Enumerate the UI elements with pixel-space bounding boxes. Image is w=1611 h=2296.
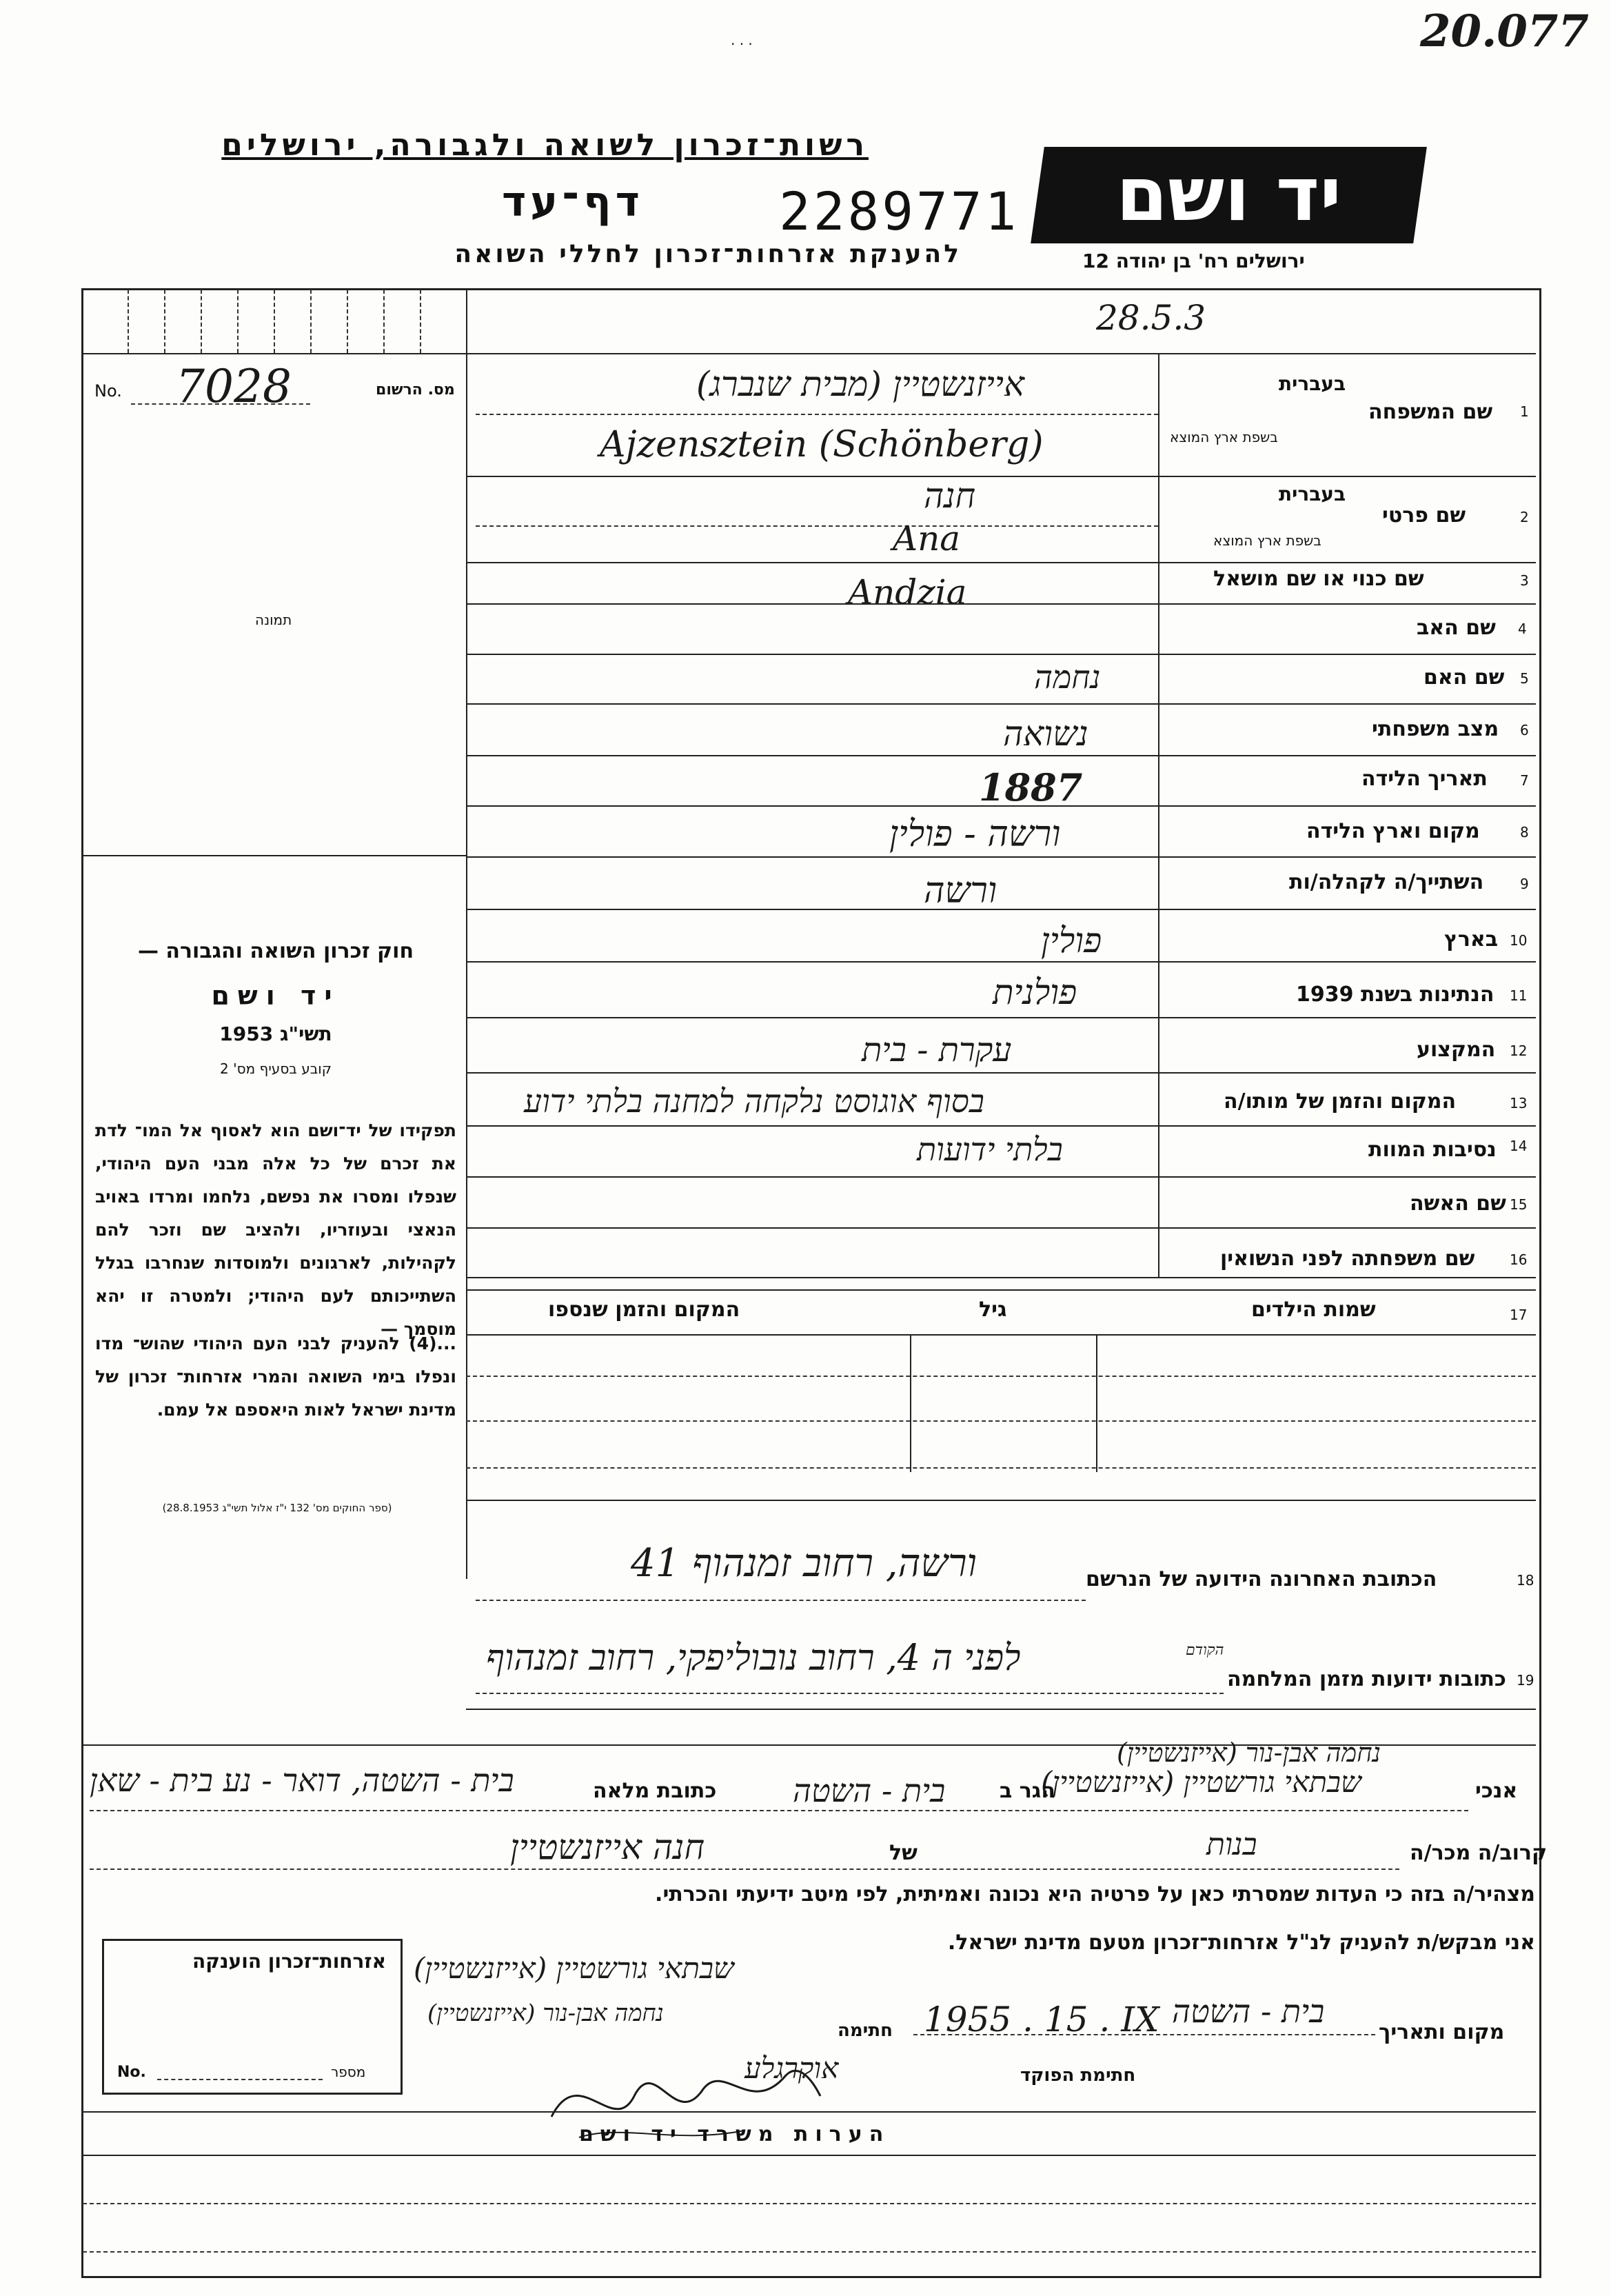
header-address: ירושלים רח' בן יהודה 12: [1082, 250, 1305, 272]
law-text-clause4: ...(4) להעניק לבני העם היהודי שהוש־ מדו ונפלו בימי השואה והמרי אזרחות־ זכרון של מדינת ישראל לאות היאספם אל עמם.: [95, 1333, 456, 1420]
citizenship-box-title: אזרחות־זכרון הוענקה: [192, 1950, 386, 1973]
field-1-hebrew-tag: בעברית: [1279, 372, 1346, 395]
field-19-note: הקודם: [1186, 1642, 1224, 1659]
field-10-number: 10: [1510, 932, 1528, 949]
field-6-label: מצב משפחתי: [1372, 717, 1499, 741]
date-value: 1955 . 15 . IX: [924, 2000, 1159, 2040]
signature: שבתאי גורשטיין (אייזנשטיין): [414, 1951, 734, 1985]
officer-signature-label: חתימת הפוקד: [1020, 2065, 1136, 2086]
field-1-value-latin: Ajzensztein (Schönberg): [600, 424, 1044, 465]
declarant-residence: בית - השטה: [793, 1772, 946, 1809]
field-1-number: 1: [1520, 403, 1529, 420]
field-2-value-latin: Ana: [893, 518, 961, 558]
relation-value: בנות: [1206, 1827, 1257, 1862]
field-11-number: 11: [1510, 987, 1528, 1004]
field-13-number: 13: [1510, 1095, 1528, 1111]
field-18-value: ורשה, רחוב זמנהוף 41: [631, 1541, 977, 1586]
form-name: דף־עד: [502, 178, 644, 226]
field-5-number: 5: [1520, 670, 1529, 687]
field-15-number: 15: [1510, 1196, 1528, 1213]
field-12-number: 12: [1510, 1043, 1528, 1059]
field-4-number: 4: [1518, 621, 1527, 637]
field-8-value: ורשה - פולין: [889, 814, 1061, 855]
field-18-label: הכתובת האחרונה הידועה של הנרשם: [1086, 1567, 1437, 1591]
field-3-value: Andzia: [848, 572, 967, 612]
field-7-label: תאריך הלידה: [1361, 767, 1488, 791]
field-1-country-tag: בשפת ארץ המוצא: [1170, 429, 1278, 445]
field-9-number: 9: [1520, 876, 1529, 892]
field-6-value: נשואה: [1003, 714, 1088, 754]
field-2-label: שם פרטי: [1382, 503, 1466, 527]
field-5-value: נחמה: [1034, 658, 1101, 696]
citizenship-no-label: No.: [117, 2064, 146, 2081]
field-2-country-tag: בשפת ארץ המוצא: [1213, 532, 1321, 549]
field-2-value-hebrew: חנה: [924, 476, 976, 516]
relation-label: קרוב/ה מכר/ה: [1410, 1841, 1548, 1865]
field-15-label: שם האשה: [1410, 1191, 1506, 1216]
signature-second: נחמה אבן-נור (אייזנשטיין): [427, 2000, 664, 2027]
law-reference: (ספר החוקים מס' 132 י"ז אלול תשי"ג 28.8.1953): [162, 1502, 392, 1514]
field-10-label: בארץ: [1444, 927, 1499, 951]
field-8-label: מקום וארץ הלידה: [1306, 819, 1480, 843]
children-col-names: שמות הילדים: [1251, 1298, 1376, 1322]
field-10-value: פולין: [1041, 920, 1102, 960]
field-7-value: 1887: [979, 765, 1083, 809]
yad-vashem-logo: יד ושם: [1031, 147, 1427, 243]
signature-label: חתימה: [838, 2020, 893, 2041]
reg-number: 7028: [176, 360, 292, 413]
field-9-label: השתייך/ה לקהלה/ות: [1289, 870, 1484, 894]
remarks-label: הערות משרד יד ושם: [579, 2122, 891, 2146]
field-19-label: כתובות ידועות מזמן המלחמה: [1227, 1667, 1506, 1691]
field-18-number: 18: [1517, 1572, 1534, 1589]
field-16-label: שם משפחתה לפני הנשואין: [1220, 1247, 1475, 1271]
declarant-name-above: נחמה אבן-נור (אייזנשטיין): [1117, 1738, 1381, 1768]
field-12-value: עקרת - בית: [862, 1031, 1012, 1069]
corner-archive-number: 20.077: [1420, 6, 1589, 57]
declarant-full-address: בית - השטה, דואר - נע בית - שאן: [90, 1762, 514, 1799]
children-col-place: המקום והזמן שנספו: [548, 1298, 740, 1322]
declaration-text: מצהיר/ה בזה כי העדות שמסרתי כאן על פרטיה היא נכונה ואמיתית, לפי מיטב ידיעתי והכרתי.: [655, 1882, 1535, 1906]
reg-no-label: No.: [94, 381, 122, 401]
of-label: של: [889, 1841, 918, 1865]
serial-number: 2289771: [779, 181, 1020, 242]
field-4-label: שם האב: [1417, 616, 1496, 640]
declarant-i-label: אנכי: [1475, 1779, 1518, 1803]
field-13-value: בסוף אוגוסט נלקחה למחנה בלתי ידוע: [524, 1082, 984, 1120]
law-clause: קובע בסעיף מס' 2: [220, 1060, 332, 1077]
law-name: יד ושם: [211, 980, 341, 1011]
field-14-value: בלתי ידועות: [917, 1131, 1063, 1168]
field-7-number: 7: [1520, 772, 1529, 789]
of-name: חנה אייזנשטיין: [510, 1827, 705, 1867]
field-1-label: שם המשפחה: [1368, 400, 1493, 424]
field-13-label: המקום והזמן של מותו/ה: [1224, 1089, 1457, 1114]
field-16-number: 16: [1510, 1251, 1528, 1268]
declarant-full-address-label: כתובת מלאה: [593, 1779, 717, 1803]
place-value: בית - השטה: [1172, 1993, 1325, 2030]
field-2-number: 2: [1520, 509, 1529, 525]
children-col-age: גיל: [979, 1298, 1007, 1322]
field-8-number: 8: [1520, 824, 1529, 840]
field-9-value: ורשה: [924, 870, 997, 912]
field-5-label: שם האם: [1423, 665, 1505, 689]
field-14-label: נסיבות המוות: [1368, 1138, 1497, 1162]
field-11-value: פולנית: [993, 972, 1077, 1012]
declarant-resident-label: הגר ב: [1000, 1779, 1055, 1803]
law-year: תשי"ג 1953: [219, 1023, 332, 1045]
field-11-label: הנתינות בשנת 1939: [1296, 983, 1495, 1007]
scan-dots: · · ·: [731, 36, 753, 52]
authority-title: רשות־זכרון לשואה ולגבורה, ירושלים: [221, 128, 869, 163]
citizenship-num-label: מספר: [331, 2064, 366, 2080]
field-19-value: לפני ה 4, רחוב נובוליפקי, רחוב זמנהוף: [486, 1638, 1021, 1679]
officer-signature: אוקרגלע: [744, 2051, 839, 2085]
field-2-hebrew-tag: בעברית: [1279, 483, 1346, 505]
top-date: 28.5.3: [1096, 298, 1206, 338]
law-title: חוק זכרון השואה והגבורה —: [137, 939, 414, 963]
declarant-name: שבתאי גורשטיין (אייזנשטיין): [1041, 1765, 1361, 1799]
field-14-number: 14: [1510, 1138, 1528, 1154]
field-19-number: 19: [1517, 1672, 1534, 1689]
field-12-label: המקצוע: [1417, 1038, 1496, 1062]
request-text: אני מבקש/ת להעניק לנ"ל אזרחות־זכרון מטעם מדינת ישראל.: [947, 1931, 1535, 1955]
field-3-number: 3: [1520, 572, 1529, 589]
field-17-number: 17: [1510, 1307, 1528, 1323]
field-1-value-hebrew: אייזנשטיין (מבית שנברג): [696, 364, 1024, 404]
form-subtitle: להענקת אזרחות־זכרון לחללי השואה: [454, 240, 962, 268]
photo-label: תמונה: [255, 612, 292, 628]
field-3-label: שם כנוי או שם מושאל: [1213, 567, 1424, 591]
field-6-number: 6: [1520, 722, 1529, 738]
place-date-label: מקום ותאריך: [1379, 2020, 1505, 2044]
law-text-main: תפקידו של יד־ושם הוא לאסוף אל המו־ לדת את זכרם של כל אלה מבני העם היהודי, שנפלו ומסרו את נפשם, נלחמו ומרדו באויב הנאצי ובעוזריו, ולהציב שם וזכר להם לקהילות, לארגונים ולמוסדות שנחרבו בגלל השתייכותם לעם היהודי; ולמטרה זו יהא מוסמך —: [95, 1120, 456, 1339]
reg-number-label: מס. הרשום: [376, 381, 455, 399]
